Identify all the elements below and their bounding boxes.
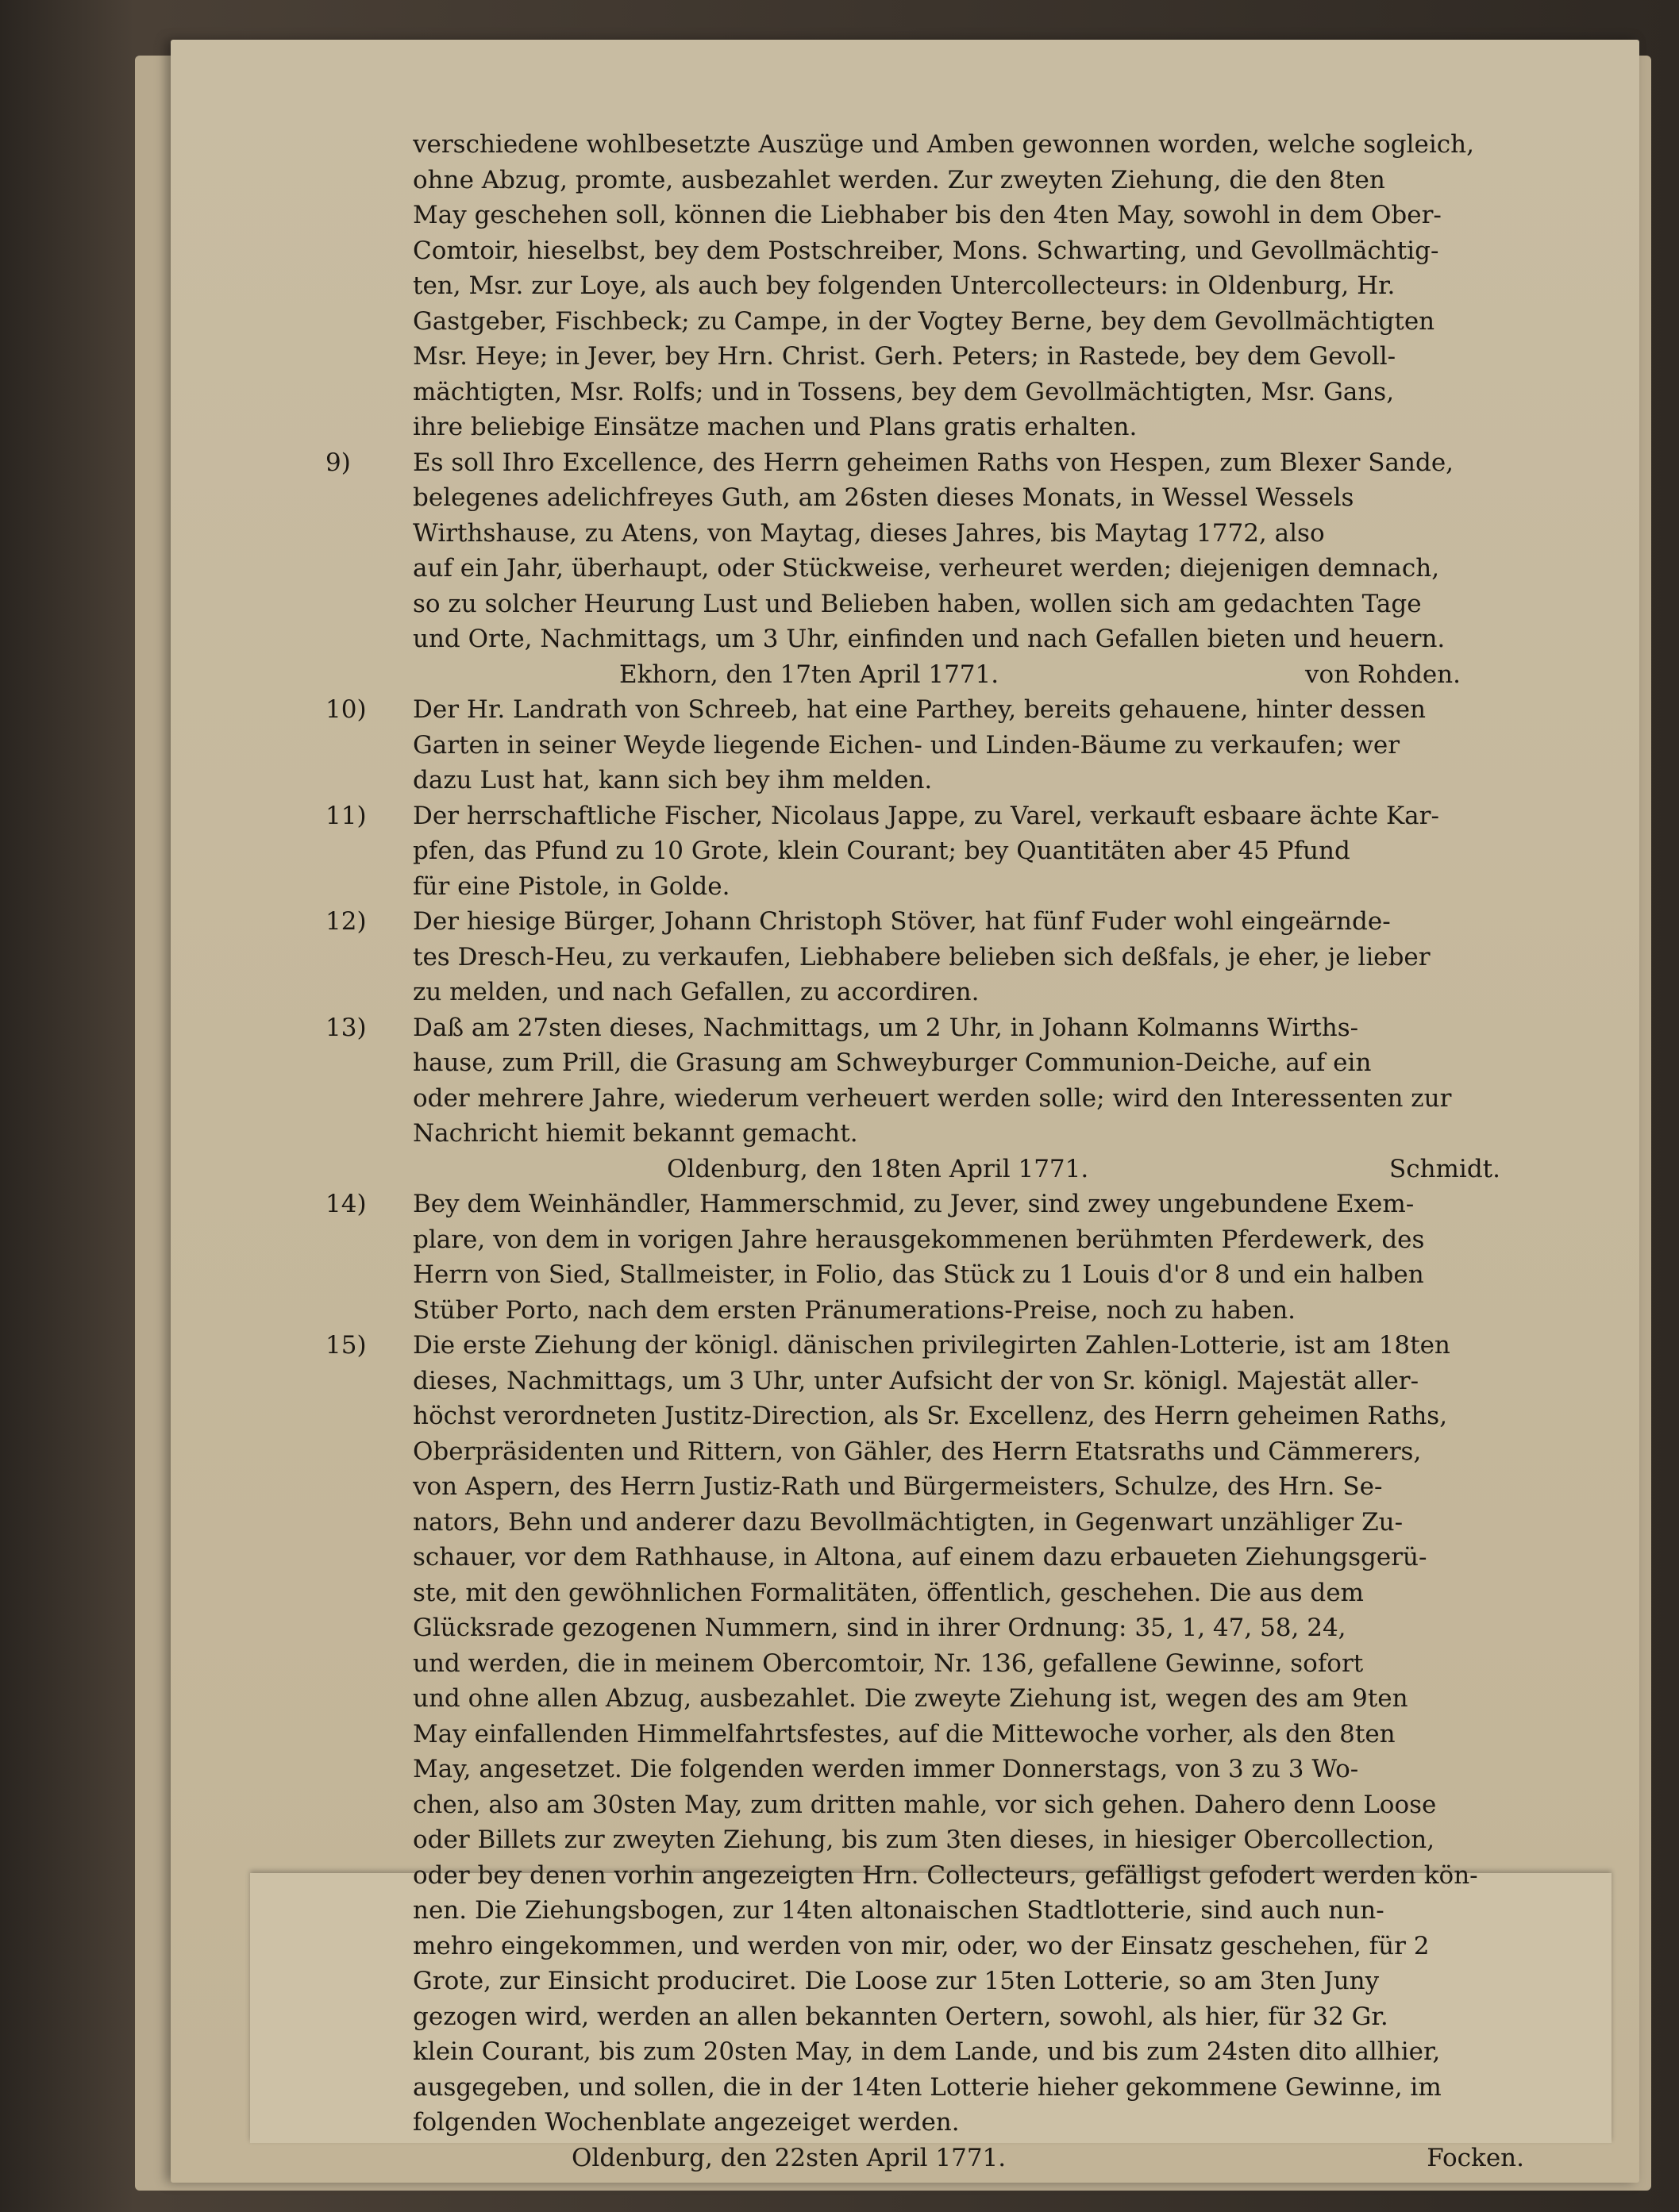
text-line: ihre beliebige Einsätze machen und Plans gratis erhalten.: [413, 413, 1138, 441]
text-line: höchst verordneten Justitz-Direction, als Sr. Excellenz, des Herrn geheimen Raths,: [413, 1402, 1448, 1430]
text-line: Die erste Ziehung der königl. dänischen privilegirten Zahlen-Lotterie, ist am 18ten: [413, 1331, 1450, 1360]
text-line: Grote, zur Einsicht produciret. Die Loose zur 15ten Lotterie, so am 3ten Juny: [413, 1967, 1380, 1995]
text-line: und ohne allen Abzug, ausbezahlet. Die zweyte Ziehung ist, wegen des am 9ten: [413, 1684, 1408, 1713]
entry-14: [325, 1187, 1556, 1328]
text-line: Herrn von Sied, Stallmeister, in Folio, das Stück zu 1 Louis d'or 8 und ein halben: [413, 1260, 1424, 1289]
entry-10: [325, 692, 1556, 798]
text-line: Der Hr. Landrath von Schreeb, hat eine Parthey, bereits gehauene, hinter dessen: [413, 695, 1427, 724]
text-line: Msr. Heye; in Jever, bey Hrn. Christ. Gerh. Peters; in Rastede, bey dem Gevoll-: [413, 342, 1396, 371]
signature: Schmidt.: [1388, 1154, 1500, 1183]
text-line: Stüber Porto, nach dem ersten Pränumerations-Preise, noch zu haben.: [413, 1295, 1296, 1325]
place-date: Oldenburg, den 18ten April 1771.: [667, 1154, 1089, 1183]
text-line: mächtigten, Msr. Rolfs; und in Tossens, bey dem Gevollmächtigten, Msr. Gans,: [413, 377, 1395, 406]
intro-paragraph: [413, 127, 1556, 445]
text-line: von Aspern, des Herrn Justiz-Rath und Bürgermeisters, Schulze, des Hrn. Se-: [413, 1472, 1383, 1501]
text-line: Es soll Ihro Excellence, des Herrn geheimen Raths von Hespen, zum Blexer Sande,: [413, 448, 1454, 477]
text-line: hause, zum Prill, die Grasung am Schweyburger Communion-Deiche, auf ein: [413, 1048, 1372, 1077]
text-line: ohne Abzug, promte, ausbezahlet werden. Zur zweyten Ziehung, die den 8ten: [413, 165, 1385, 194]
entry-9: [325, 445, 1556, 693]
entry-number: 11): [325, 801, 367, 830]
text-line: Der herrschaftliche Fischer, Nicolaus Jappe, zu Varel, verkauft esbaare ächte Kar-: [413, 801, 1439, 830]
text-line: für eine Pistole, in Golde.: [413, 871, 730, 901]
place-date: Ekhorn, den 17ten April 1771.: [619, 660, 999, 689]
signature: von Rohden.: [1305, 660, 1461, 689]
text-line: schauer, vor dem Rathhause, in Altona, auf einem dazu erbaueten Ziehungsgerü-: [413, 1543, 1427, 1571]
entry-number: 9): [325, 448, 351, 477]
text-line: folgenden Wochenblate angezeiget werden.: [413, 2108, 960, 2137]
text-line: May geschehen soll, können die Liebhaber bis den 4ten May, sowohl in dem Ober-: [413, 201, 1442, 229]
text-line: oder Billets zur zweyten Ziehung, bis zum 3ten dieses, in hiesiger Obercollection,: [413, 1825, 1435, 1854]
entry-number: 12): [325, 907, 367, 936]
entry-number: 10): [325, 695, 367, 724]
text-line: Glücksrade gezogenen Nummern, sind in ihrer Ordnung: 35, 1, 47, 58, 24,: [413, 1614, 1346, 1642]
text-line: oder mehrere Jahre, wiederum verheuert werden solle; wird den Interessenten zur: [413, 1083, 1452, 1113]
entry-15: [325, 1328, 1556, 2175]
place-date: Oldenburg, den 22sten April 1771.: [572, 2143, 1007, 2172]
dateline: [413, 2141, 1556, 2176]
text-line: so zu solcher Heurung Lust und Belieben haben, wollen sich am gedachten Tage: [413, 589, 1422, 618]
text-line: dieses, Nachmittags, um 3 Uhr, unter Aufsicht der von Sr. königl. Majestät aller-: [413, 1366, 1419, 1395]
text-line: May, angesetzet. Die folgenden werden immer Donnerstags, von 3 zu 3 Wo-: [413, 1755, 1359, 1783]
text-line: tes Dresch-Heu, zu verkaufen, Liebhabere belieben sich deßfals, je eher, je lieber: [413, 942, 1431, 971]
text-line: ste, mit den gewöhnlichen Formalitäten, öffentlich, geschehen. Die aus dem: [413, 1578, 1364, 1607]
text-line: pfen, das Pfund zu 10 Grote, klein Courant; bey Quantitäten aber 45 Pfund: [413, 837, 1350, 865]
text-line: nators, Behn und anderer dazu Bevollmächtigten, in Gegenwart unzähliger Zu-: [413, 1507, 1404, 1537]
entry-number: 15): [325, 1331, 367, 1360]
text-line: und Orte, Nachmittags, um 3 Uhr, einfinden und nach Gefallen bieten und heuern.: [413, 625, 1446, 653]
entry-13: [325, 1010, 1556, 1187]
text-line: auf ein Jahr, überhaupt, oder Stückweise, verheuret werden; diejenigen demnach,: [413, 554, 1440, 583]
signature: Focken.: [1427, 2143, 1524, 2172]
text-line: May einfallenden Himmelfahrtsfestes, auf die Mittewoche vorher, als den 8ten: [413, 1719, 1396, 1748]
text-line: Gastgeber, Fischbeck; zu Campe, in der Vogtey Berne, bey dem Gevollmächtigten: [413, 306, 1435, 336]
entry-12: [325, 904, 1556, 1010]
entry-number: 14): [325, 1190, 367, 1218]
text-line: Nachricht hiemit bekannt gemacht.: [413, 1119, 858, 1148]
text-line: ten, Msr. zur Loye, als auch bey folgenden Untercollecteurs: in Oldenburg, Hr.: [413, 271, 1396, 300]
text-line: nen. Die Ziehungsbogen, zur 14ten altonaischen Stadtlotterie, sind auch nun-: [413, 1896, 1384, 1925]
text-line: Der hiesige Bürger, Johann Christoph Stöver, hat fünf Fuder wohl eingeärnde-: [413, 907, 1391, 936]
text-line: ausgegeben, und sollen, die in der 14ten Lotterie hieher gekommene Gewinne, im: [413, 2072, 1442, 2102]
text-line: Comtoir, hieselbst, bey dem Postschreiber, Mons. Schwarting, und Gevollmächtig-: [413, 236, 1439, 265]
text-line: Bey dem Weinhändler, Hammerschmid, zu Jever, sind zwey ungebundene Exem-: [413, 1190, 1415, 1218]
text-line: Oberpräsidenten und Rittern, von Gähler, des Herrn Etatsraths und Cämmerers,: [413, 1437, 1422, 1466]
text-line: Garten in seiner Weyde liegende Eichen- und Linden-Bäume zu verkaufen; wer: [413, 730, 1400, 760]
text-line: zu melden, und nach Gefallen, zu accordiren.: [413, 978, 980, 1006]
text-line: mehro eingekommen, und werden von mir, oder, wo der Einsatz geschehen, für 2: [413, 1931, 1430, 1960]
entry-number: 13): [325, 1013, 367, 1042]
entry-11: [325, 798, 1556, 905]
dateline: [413, 1152, 1556, 1187]
text-line: verschiedene wohlbesetzte Auszüge und Amben gewonnen worden, welche sogleich,: [413, 130, 1474, 159]
page-text: [325, 127, 1556, 2175]
dateline: [413, 657, 1556, 693]
text-line: und werden, die in meinem Obercomtoir, Nr. 136, gefallene Gewinne, sofort: [413, 1648, 1364, 1678]
text-line: belegenes adelichfreyes Guth, am 26sten dieses Monats, in Wessel Wessels: [413, 483, 1354, 512]
text-line: klein Courant, bis zum 20sten May, in dem Lande, und bis zum 24sten dito allhier,: [413, 2037, 1441, 2066]
text-line: oder bey denen vorhin angezeigten Hrn. Collecteurs, gefälligst gefodert werden kön-: [413, 1860, 1478, 1890]
text-line: plare, von dem in vorigen Jahre herausgekommenen berühmten Pferdewerk, des: [413, 1225, 1425, 1254]
text-line: chen, also am 30sten May, zum dritten mahle, vor sich gehen. Dahero denn Loose: [413, 1790, 1437, 1819]
text-line: Wirthshause, zu Atens, von Maytag, dieses Jahres, bis Maytag 1772, also: [413, 518, 1325, 548]
text-line: gezogen wird, werden an allen bekannten Oertern, sowohl, als hier, für 32 Gr.: [413, 2002, 1388, 2031]
text-line: dazu Lust hat, kann sich bey ihm melden.: [413, 766, 933, 794]
text-line: Daß am 27sten dieses, Nachmittags, um 2 Uhr, in Johann Kolmanns Wirths-: [413, 1013, 1359, 1042]
